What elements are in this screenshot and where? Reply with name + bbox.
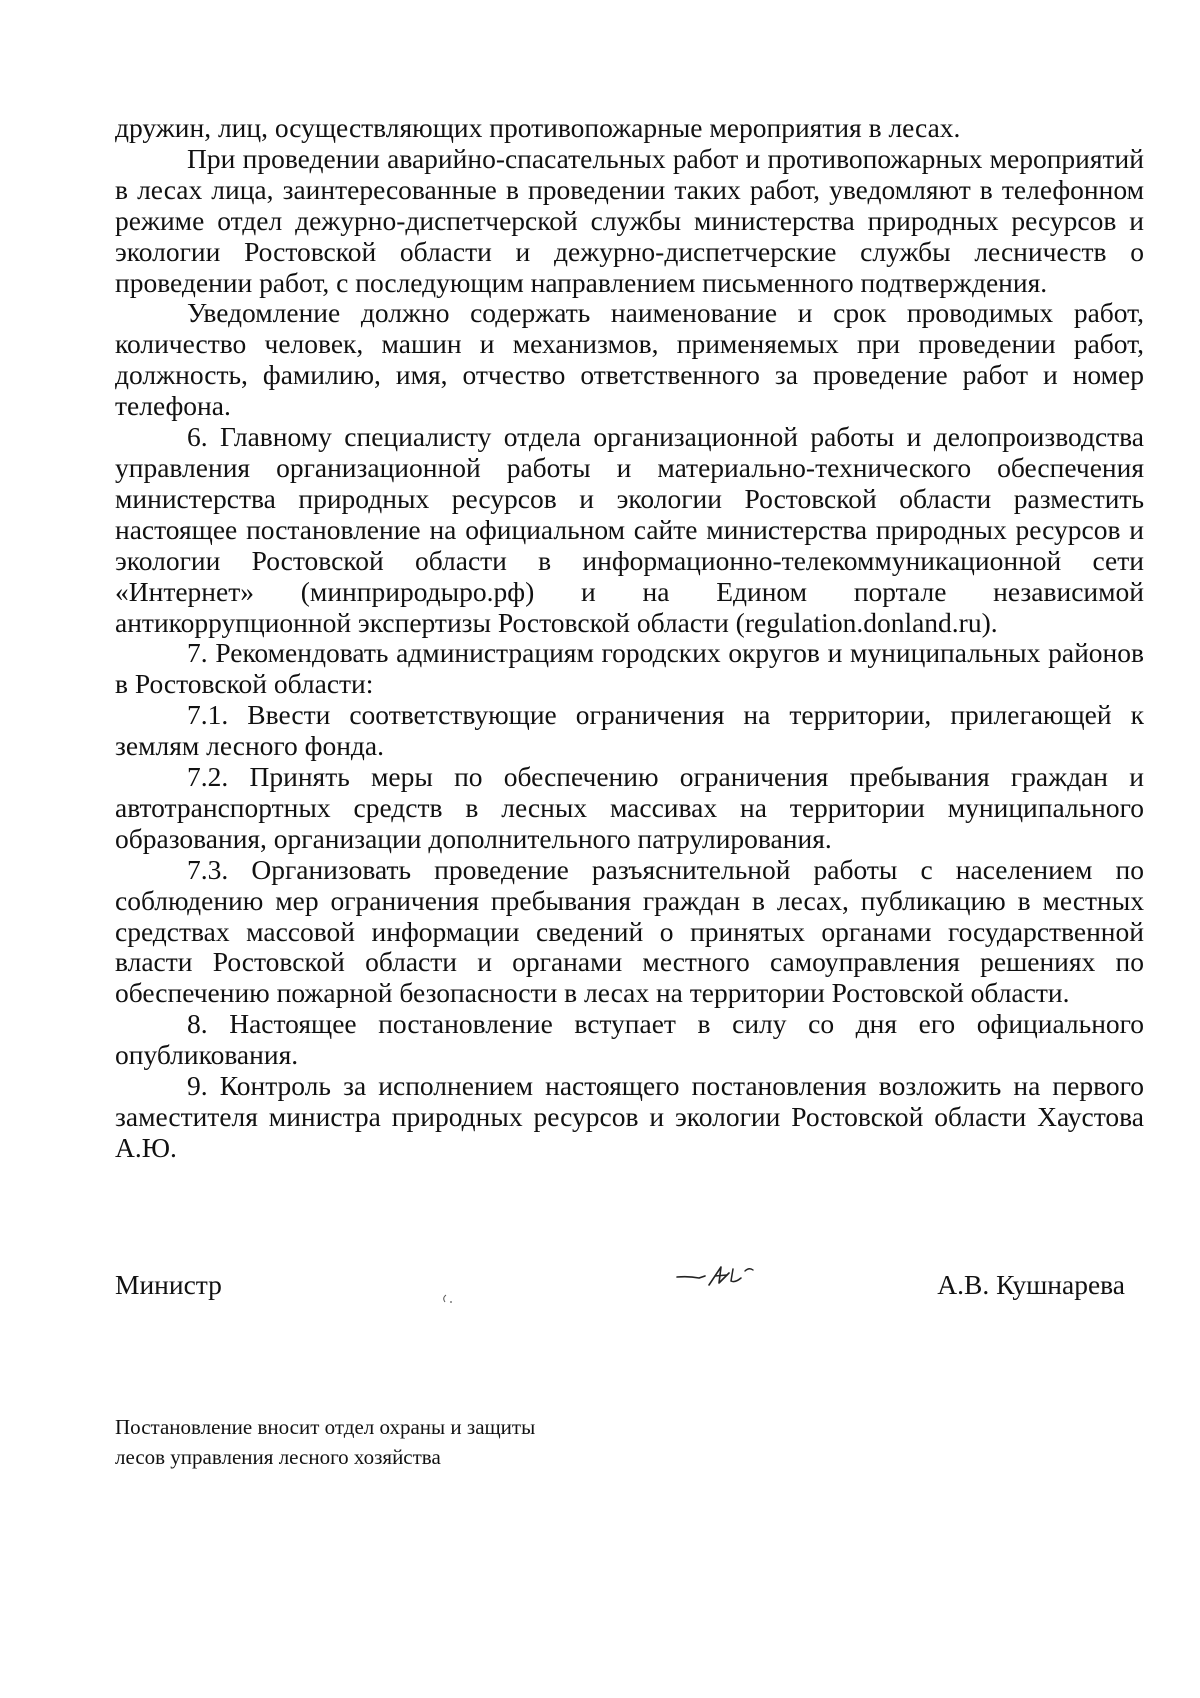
paragraph-continuation: дружин, лиц, осуществляющих противопожарные мероприятия в лесах. <box>115 112 961 143</box>
paragraph-item-7-1: 7.1. Ввести соответствующие ограничения на территории, прилегающей к землям лесного фонда. <box>115 699 1144 762</box>
paragraph-item-7: 7. Рекомендовать администрациям городских округов и муниципальных районов в Ростовской области: <box>115 637 1144 700</box>
ink-speck <box>440 1277 460 1317</box>
handwritten-signature <box>675 1261 765 1306</box>
paragraph-notification: Уведомление должно содержать наименование и срок проводимых работ, количество человек, машин и механизмов, применяемых при проведении работ, должность, фамилию, имя, отчество ответственного за проведение работ и номер телефона. <box>115 297 1144 422</box>
paragraph-emergency-works: При проведении аварийно-спасательных работ и противопожарных мероприятий в лесах лица, заинтересованные в проведении таких работ, уведомляют в телефонном режиме отдел дежурно-диспетчерской службы министерства природных ресурсов и экологии Ростовской области и дежурно-диспетчерские службы лесничеств о проведении работ, с последующим направлением письменного подтверждения. <box>115 142 1144 298</box>
document-body <box>115 113 1144 1164</box>
footer-line-2: лесов управления лесного хозяйства <box>115 1445 441 1469</box>
signature-block <box>115 1265 1125 1305</box>
signatory-title: Министр <box>115 1269 222 1300</box>
footer-note <box>115 1412 535 1472</box>
paragraph-item-8: 8. Настоящее постановление вступает в силу со дня его официального опубликования. <box>115 1008 1144 1071</box>
footer-line-1: Постановление вносит отдел охраны и защиты <box>115 1415 536 1439</box>
paragraph-item-7-2: 7.2. Принять меры по обеспечению ограничения пребывания граждан и автотранспортных средств в лесных массивах на территории муниципального образования, организации дополнительного патрулирования. <box>115 761 1144 854</box>
paragraph-item-9: 9. Контроль за исполнением настоящего постановления возложить на первого заместителя министра природных ресурсов и экологии Ростовской области Хаустова А.Ю. <box>115 1070 1144 1163</box>
signatory-name: А.В. Кушнарева <box>937 1269 1125 1300</box>
paragraph-item-7-3: 7.3. Организовать проведение разъяснительной работы с населением по соблюдению мер ограничения пребывания граждан в лесах, публикацию в местных средствах массовой информации сведений о принятых органами государственной власти Ростовской области и органами местного самоуправления решениях по обеспечению пожарной безопасности в лесах на территории Ростовской области. <box>115 853 1144 1009</box>
paragraph-item-6: 6. Главному специалисту отдела организационной работы и делопроизводства управления организационной работы и материально-технического обеспечения министерства природных ресурсов и экологии Ростовской области разместить настоящее постановление на официальном сайте министерства природных ресурсов и экологии Ростовской области в информационно-телекоммуникационной сети «Интернет» (минприродыро.рф) и на Едином портале независимой антикоррупционной экспертизы Ростовской области (regulation.donland.ru). <box>115 421 1144 638</box>
